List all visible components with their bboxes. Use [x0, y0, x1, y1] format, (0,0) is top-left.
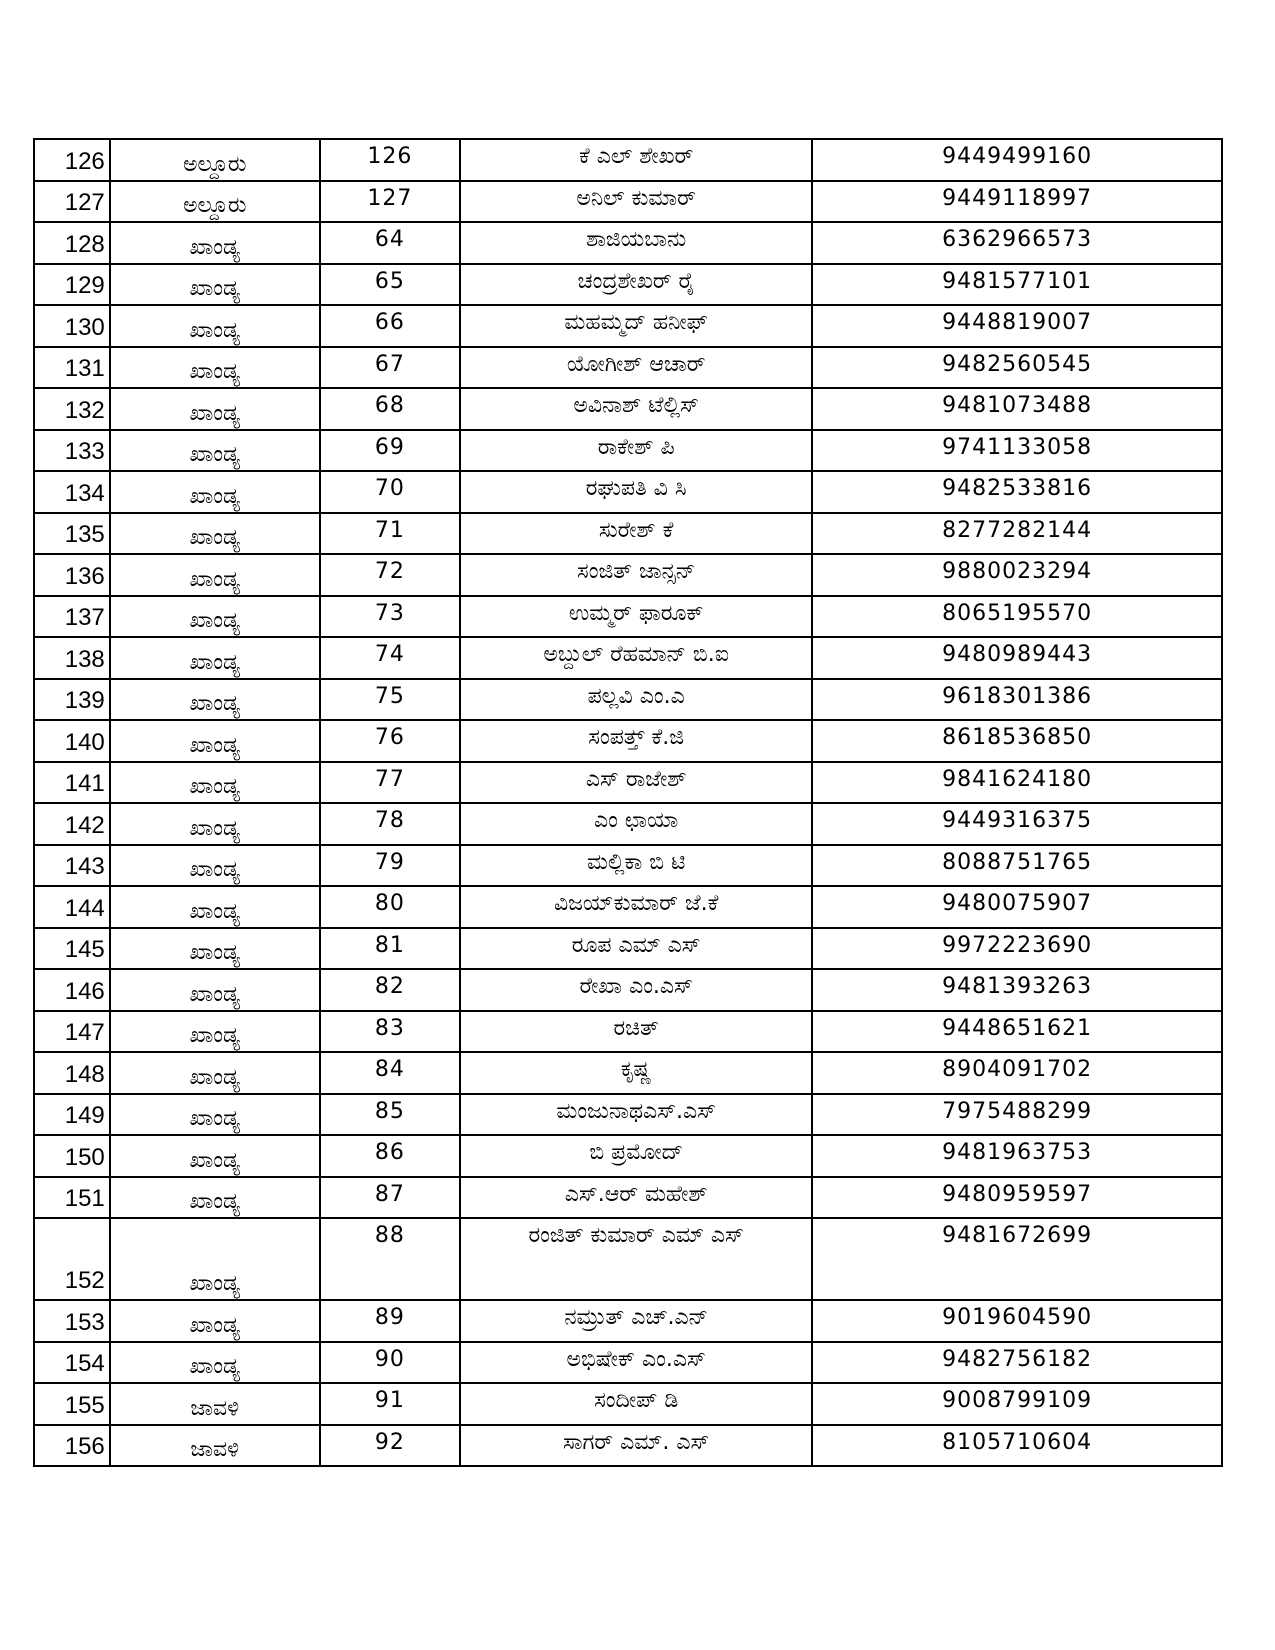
serial-number-cell: 130: [34, 305, 110, 347]
number-cell: 81: [320, 928, 460, 970]
phone-cell: 9972223690: [812, 928, 1222, 970]
name-cell: ಸಂಪತ್ತ್ ಕೆ.ಜಿ: [460, 720, 812, 762]
serial-number-cell: 156: [34, 1425, 110, 1467]
name-cell: ವಿಜಯ್‌ಕುಮಾರ್ ಜೆ.ಕೆ: [460, 886, 812, 928]
number-cell: 71: [320, 513, 460, 555]
name-cell: ಎಂ ಛಾಯಾ: [460, 803, 812, 845]
phone-cell: 9481963753: [812, 1135, 1222, 1177]
number-cell: 91: [320, 1383, 460, 1425]
serial-number-cell: 151: [34, 1177, 110, 1219]
table-row: [34, 1011, 1222, 1053]
table-row: [34, 1342, 1222, 1384]
phone-cell: 9481672699: [812, 1218, 1222, 1300]
number-cell: 92: [320, 1425, 460, 1467]
table-row: [34, 1177, 1222, 1219]
phone-cell: 9741133058: [812, 430, 1222, 472]
number-cell: 75: [320, 679, 460, 721]
name-cell: ರಘುಪತಿ ವಿ ಸಿ: [460, 471, 812, 513]
phone-cell: 8105710604: [812, 1425, 1222, 1467]
name-cell: ಸಾಗರ್ ಎಮ್. ಎಸ್: [460, 1425, 812, 1467]
serial-number-cell: 147: [34, 1011, 110, 1053]
name-cell: ಸಂಜಿತ್ ಜಾನ್ಸನ್: [460, 554, 812, 596]
name-cell: ಅನಿಲ್ ಕುಮಾರ್: [460, 181, 812, 223]
place-cell: ಖಾಂಡ್ಯ: [110, 969, 320, 1011]
phone-cell: 9480075907: [812, 886, 1222, 928]
serial-number-cell: 141: [34, 762, 110, 804]
name-cell: ಎಸ್ ರಾಜೇಶ್: [460, 762, 812, 804]
table-row: [34, 181, 1222, 223]
place-cell: ಖಾಂಡ್ಯ: [110, 347, 320, 389]
place-cell: ಖಾಂಡ್ಯ: [110, 1300, 320, 1342]
serial-number-cell: 145: [34, 928, 110, 970]
phone-cell: 9008799109: [812, 1383, 1222, 1425]
number-cell: 67: [320, 347, 460, 389]
serial-number-cell: 148: [34, 1052, 110, 1094]
name-cell: ಕೆ ಎಲ್ ಶೇಖರ್: [460, 139, 812, 181]
place-cell: ಅಲ್ದೂರು: [110, 139, 320, 181]
serial-number-cell: 129: [34, 264, 110, 306]
phone-cell: 7975488299: [812, 1094, 1222, 1136]
place-cell: ಖಾಂಡ್ಯ: [110, 1094, 320, 1136]
number-cell: 65: [320, 264, 460, 306]
place-cell: ಖಾಂಡ್ಯ: [110, 762, 320, 804]
name-cell: ನಮ್ರುತ್ ಎಚ್.ಎನ್: [460, 1300, 812, 1342]
name-cell: ಮಂಜುನಾಥಎಸ್.ಎಸ್: [460, 1094, 812, 1136]
number-cell: 79: [320, 845, 460, 887]
serial-number-cell: 133: [34, 430, 110, 472]
table-row: [34, 720, 1222, 762]
place-cell: ಖಾಂಡ್ಯ: [110, 471, 320, 513]
name-cell: ಉಮ್ಮರ್ ಫಾರೂಕ್: [460, 596, 812, 638]
phone-cell: 9482756182: [812, 1342, 1222, 1384]
place-cell: ಖಾಂಡ್ಯ: [110, 928, 320, 970]
serial-number-cell: 139: [34, 679, 110, 721]
table-row: [34, 1300, 1222, 1342]
place-cell: ಖಾಂಡ್ಯ: [110, 596, 320, 638]
place-cell: ಖಾಂಡ್ಯ: [110, 554, 320, 596]
phone-cell: 8088751765: [812, 845, 1222, 887]
place-cell: ಖಾಂಡ್ಯ: [110, 430, 320, 472]
table-row: [34, 1425, 1222, 1467]
serial-number-cell: 150: [34, 1135, 110, 1177]
number-cell: 66: [320, 305, 460, 347]
place-cell: ಖಾಂಡ್ಯ: [110, 222, 320, 264]
phone-cell: 9880023294: [812, 554, 1222, 596]
serial-number-cell: 140: [34, 720, 110, 762]
serial-number-cell: 136: [34, 554, 110, 596]
serial-number-cell: 131: [34, 347, 110, 389]
phone-cell: 9482533816: [812, 471, 1222, 513]
place-cell: ಖಾಂಡ್ಯ: [110, 679, 320, 721]
serial-number-cell: 152: [34, 1218, 110, 1300]
table-row: [34, 886, 1222, 928]
number-cell: 76: [320, 720, 460, 762]
place-cell: ಖಾಂಡ್ಯ: [110, 720, 320, 762]
table-row: [34, 845, 1222, 887]
number-cell: 77: [320, 762, 460, 804]
number-cell: 86: [320, 1135, 460, 1177]
phone-cell: 8904091702: [812, 1052, 1222, 1094]
table-row: [34, 679, 1222, 721]
name-cell: ಶಾಜಿಯಬಾನು: [460, 222, 812, 264]
phone-cell: 9481577101: [812, 264, 1222, 306]
table-row: [34, 264, 1222, 306]
place-cell: ಖಾಂಡ್ಯ: [110, 1135, 320, 1177]
number-cell: 72: [320, 554, 460, 596]
phone-cell: 9019604590: [812, 1300, 1222, 1342]
serial-number-cell: 155: [34, 1383, 110, 1425]
number-cell: 68: [320, 388, 460, 430]
name-cell: ಅಬ್ದುಲ್ ರೆಹಮಾನ್ ಬಿ.ಐ: [460, 637, 812, 679]
name-cell: ರೇಖಾ ಎಂ.ಎಸ್: [460, 969, 812, 1011]
table-row: [34, 1052, 1222, 1094]
staff-contact-table: [33, 138, 1223, 1467]
number-cell: 74: [320, 637, 460, 679]
phone-cell: 6362966573: [812, 222, 1222, 264]
place-cell: ಖಾಂಡ್ಯ: [110, 1342, 320, 1384]
phone-cell: 9481393263: [812, 969, 1222, 1011]
name-cell: ಮಲ್ಲಿಕಾ ಬಿ ಟಿ: [460, 845, 812, 887]
number-cell: 127: [320, 181, 460, 223]
table-row: [34, 1094, 1222, 1136]
name-cell: ಪಲ್ಲವಿ ಎಂ.ಎ: [460, 679, 812, 721]
phone-cell: 9482560545: [812, 347, 1222, 389]
table-row: [34, 554, 1222, 596]
name-cell: ಕೃಷ್ಣ: [460, 1052, 812, 1094]
serial-number-cell: 135: [34, 513, 110, 555]
table-row: [34, 637, 1222, 679]
table-row: [34, 1383, 1222, 1425]
name-cell: ಎಸ್.ಆರ್ ಮಹೇಶ್: [460, 1177, 812, 1219]
number-cell: 89: [320, 1300, 460, 1342]
table-row: [34, 222, 1222, 264]
serial-number-cell: 127: [34, 181, 110, 223]
name-cell: ಅವಿನಾಶ್ ಟೆಲ್ಲಿಸ್: [460, 388, 812, 430]
phone-cell: 9449499160: [812, 139, 1222, 181]
table-row: [34, 347, 1222, 389]
serial-number-cell: 149: [34, 1094, 110, 1136]
phone-cell: 8065195570: [812, 596, 1222, 638]
serial-number-cell: 126: [34, 139, 110, 181]
number-cell: 83: [320, 1011, 460, 1053]
place-cell: ಜಾವಳಿ: [110, 1425, 320, 1467]
place-cell: ಖಾಂಡ್ಯ: [110, 637, 320, 679]
serial-number-cell: 138: [34, 637, 110, 679]
name-cell: ಚಂದ್ರಶೇಖರ್ ರೈ: [460, 264, 812, 306]
name-cell: ಯೋಗೀಶ್ ಆಚಾರ್: [460, 347, 812, 389]
name-cell: ರಂಜಿತ್ ಕುಮಾರ್ ಎಮ್ ಎಸ್: [460, 1218, 812, 1300]
table-row: [34, 471, 1222, 513]
place-cell: ಖಾಂಡ್ಯ: [110, 513, 320, 555]
table-row: [34, 1218, 1222, 1300]
number-cell: 73: [320, 596, 460, 638]
table-row: [34, 596, 1222, 638]
phone-cell: 9449316375: [812, 803, 1222, 845]
table-row: [34, 762, 1222, 804]
serial-number-cell: 128: [34, 222, 110, 264]
phone-cell: 8277282144: [812, 513, 1222, 555]
place-cell: ಖಾಂಡ್ಯ: [110, 845, 320, 887]
number-cell: 70: [320, 471, 460, 513]
table-body: [34, 139, 1222, 1466]
number-cell: 69: [320, 430, 460, 472]
place-cell: ಖಾಂಡ್ಯ: [110, 803, 320, 845]
table-row: [34, 513, 1222, 555]
serial-number-cell: 154: [34, 1342, 110, 1384]
name-cell: ಅಭಿಷೇಕ್ ಎಂ.ಎಸ್: [460, 1342, 812, 1384]
serial-number-cell: 144: [34, 886, 110, 928]
place-cell: ಖಾಂಡ್ಯ: [110, 305, 320, 347]
place-cell: ಖಾಂಡ್ಯ: [110, 388, 320, 430]
number-cell: 82: [320, 969, 460, 1011]
table-row: [34, 928, 1222, 970]
number-cell: 84: [320, 1052, 460, 1094]
number-cell: 80: [320, 886, 460, 928]
place-cell: ಖಾಂಡ್ಯ: [110, 264, 320, 306]
phone-cell: 9480989443: [812, 637, 1222, 679]
phone-cell: 8618536850: [812, 720, 1222, 762]
place-cell: ಅಲ್ದೂರು: [110, 181, 320, 223]
place-cell: ಖಾಂಡ್ಯ: [110, 1218, 320, 1300]
number-cell: 126: [320, 139, 460, 181]
serial-number-cell: 134: [34, 471, 110, 513]
place-cell: ಖಾಂಡ್ಯ: [110, 886, 320, 928]
table-row: [34, 969, 1222, 1011]
table-row: [34, 803, 1222, 845]
table-row: [34, 1135, 1222, 1177]
name-cell: ರಚಿತ್: [460, 1011, 812, 1053]
place-cell: ಜಾವಳಿ: [110, 1383, 320, 1425]
number-cell: 85: [320, 1094, 460, 1136]
name-cell: ಬಿ ಪ್ರಮೋದ್: [460, 1135, 812, 1177]
serial-number-cell: 143: [34, 845, 110, 887]
number-cell: 90: [320, 1342, 460, 1384]
serial-number-cell: 153: [34, 1300, 110, 1342]
phone-cell: 9480959597: [812, 1177, 1222, 1219]
phone-cell: 9618301386: [812, 679, 1222, 721]
name-cell: ಸುರೇಶ್ ಕೆ: [460, 513, 812, 555]
name-cell: ರೂಪ ಎಮ್ ಎಸ್: [460, 928, 812, 970]
table-row: [34, 139, 1222, 181]
name-cell: ರಾಕೇಶ್ ಪಿ: [460, 430, 812, 472]
number-cell: 88: [320, 1218, 460, 1300]
phone-cell: 9449118997: [812, 181, 1222, 223]
phone-cell: 9448651621: [812, 1011, 1222, 1053]
number-cell: 87: [320, 1177, 460, 1219]
phone-cell: 9841624180: [812, 762, 1222, 804]
number-cell: 64: [320, 222, 460, 264]
place-cell: ಖಾಂಡ್ಯ: [110, 1011, 320, 1053]
serial-number-cell: 132: [34, 388, 110, 430]
name-cell: ಸಂದೀಪ್ ಡಿ: [460, 1383, 812, 1425]
number-cell: 78: [320, 803, 460, 845]
place-cell: ಖಾಂಡ್ಯ: [110, 1177, 320, 1219]
table-row: [34, 305, 1222, 347]
table-row: [34, 430, 1222, 472]
table-row: [34, 388, 1222, 430]
phone-cell: 9448819007: [812, 305, 1222, 347]
serial-number-cell: 137: [34, 596, 110, 638]
place-cell: ಖಾಂಡ್ಯ: [110, 1052, 320, 1094]
serial-number-cell: 142: [34, 803, 110, 845]
name-cell: ಮಹಮ್ಮದ್ ಹನೀಫ್: [460, 305, 812, 347]
serial-number-cell: 146: [34, 969, 110, 1011]
phone-cell: 9481073488: [812, 388, 1222, 430]
